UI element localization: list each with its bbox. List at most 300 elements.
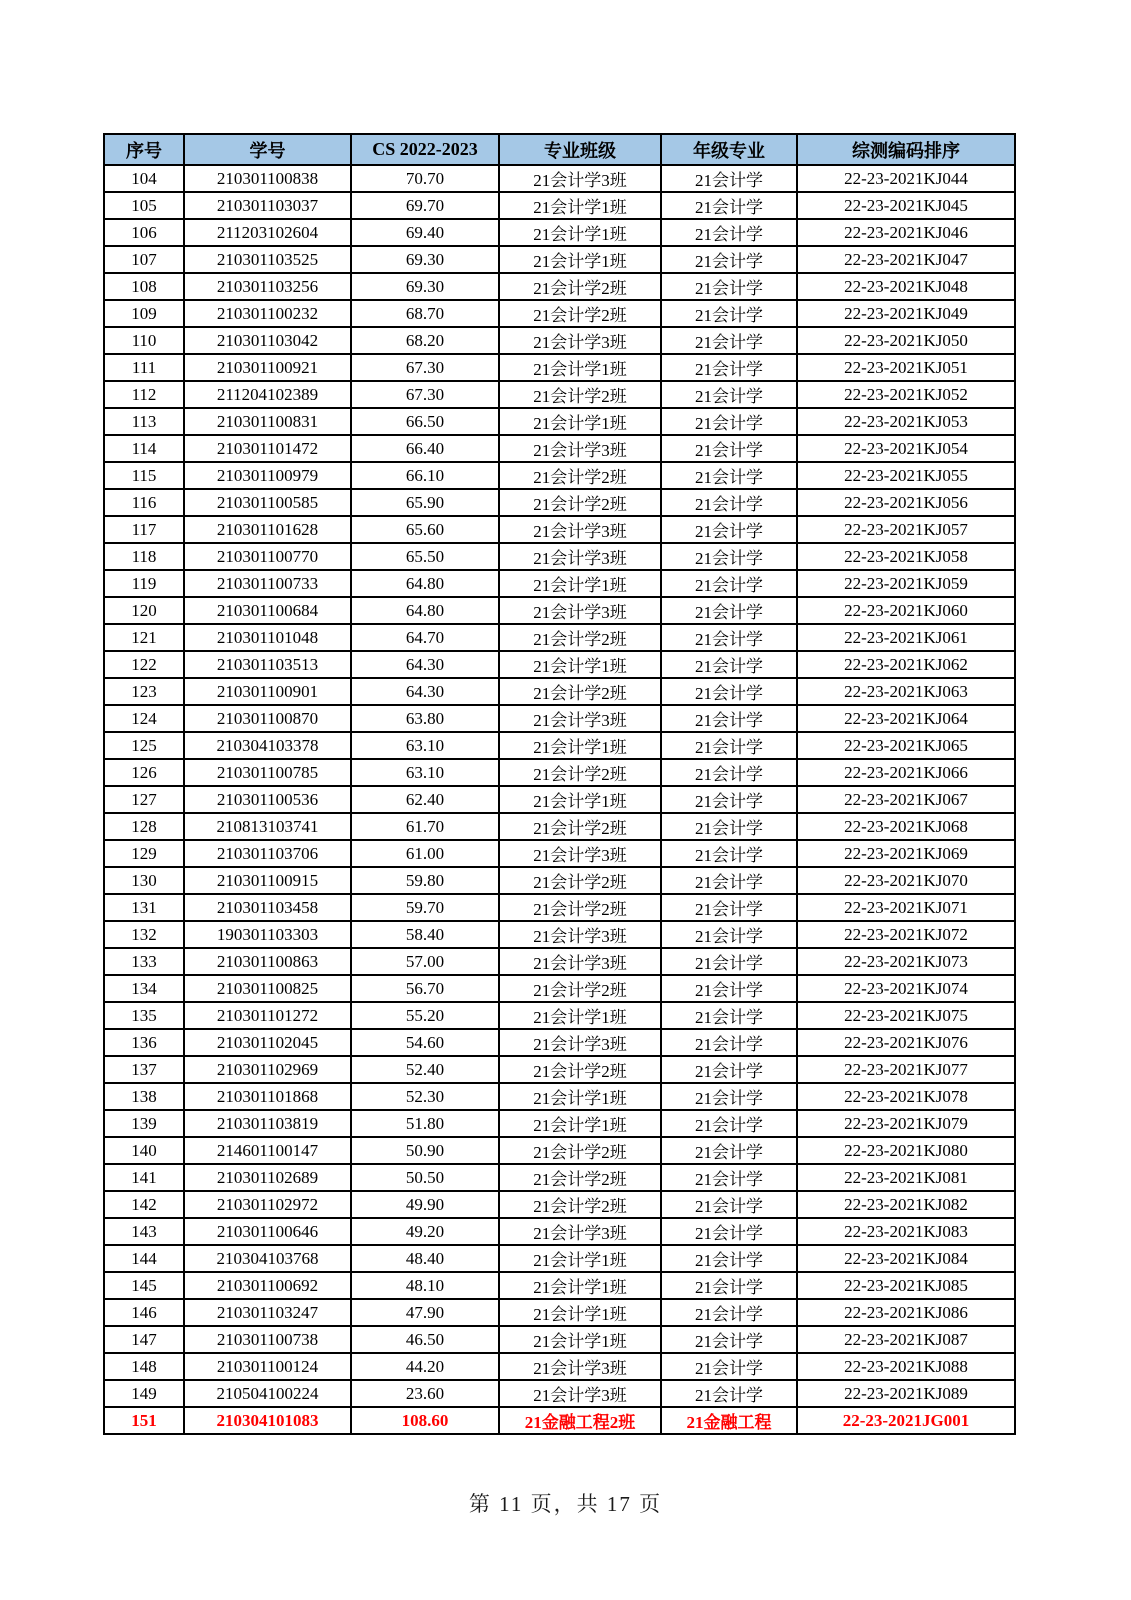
table-cell: 49.20: [351, 1218, 499, 1245]
table-cell: 115: [104, 462, 184, 489]
table-cell: 22-23-2021KJ062: [797, 651, 1015, 678]
table-cell: 122: [104, 651, 184, 678]
table-cell: 22-23-2021KJ067: [797, 786, 1015, 813]
table-cell: 210301100770: [184, 543, 351, 570]
table-row: [104, 435, 1015, 462]
table-row: [104, 948, 1015, 975]
table-cell: 21会计学: [661, 192, 797, 219]
table-cell: 21会计学: [661, 327, 797, 354]
table-cell: 210301103042: [184, 327, 351, 354]
table-cell: 21会计学1班: [499, 1299, 661, 1326]
table-cell: 21会计学: [661, 651, 797, 678]
table-cell: 211203102604: [184, 219, 351, 246]
table-cell: 144: [104, 1245, 184, 1272]
column-header: 学号: [184, 134, 351, 165]
table-cell: 21会计学1班: [499, 1272, 661, 1299]
table-cell: 210301103247: [184, 1299, 351, 1326]
table-cell: 21会计学2班: [499, 759, 661, 786]
table-cell: 124: [104, 705, 184, 732]
table-cell: 22-23-2021KJ072: [797, 921, 1015, 948]
table-cell: 22-23-2021KJ061: [797, 624, 1015, 651]
table-cell: 21会计学2班: [499, 1056, 661, 1083]
table-cell: 21会计学: [661, 1299, 797, 1326]
table-cell: 44.20: [351, 1353, 499, 1380]
table-row: [104, 678, 1015, 705]
table-cell: 146: [104, 1299, 184, 1326]
table-cell: 21会计学: [661, 1326, 797, 1353]
table-cell: 210301100124: [184, 1353, 351, 1380]
table-cell: 21会计学3班: [499, 1218, 661, 1245]
table-cell: 55.20: [351, 1002, 499, 1029]
table-cell: 52.40: [351, 1056, 499, 1083]
table-cell: 210304103378: [184, 732, 351, 759]
table-cell: 22-23-2021KJ075: [797, 1002, 1015, 1029]
table-cell: 133: [104, 948, 184, 975]
table-row: [104, 516, 1015, 543]
table-cell: 210301102689: [184, 1164, 351, 1191]
table-cell: 210301100863: [184, 948, 351, 975]
table-row: [104, 1326, 1015, 1353]
table-cell: 210301100536: [184, 786, 351, 813]
table-row: [104, 1272, 1015, 1299]
table-cell: 210301100733: [184, 570, 351, 597]
table-row: [104, 219, 1015, 246]
table-cell: 21会计学: [661, 543, 797, 570]
table-cell: 22-23-2021KJ054: [797, 435, 1015, 462]
table-row: [104, 1353, 1015, 1380]
table-cell: 210301101472: [184, 435, 351, 462]
table-cell: 21会计学3班: [499, 948, 661, 975]
table-cell: 149: [104, 1380, 184, 1407]
table-cell: 22-23-2021KJ046: [797, 219, 1015, 246]
table-cell: 21会计学: [661, 813, 797, 840]
table-row: [104, 1191, 1015, 1218]
table-cell: 64.30: [351, 678, 499, 705]
table-cell: 21会计学1班: [499, 786, 661, 813]
table-row: [104, 543, 1015, 570]
table-row: [104, 624, 1015, 651]
table-cell: 62.40: [351, 786, 499, 813]
table-cell: 107: [104, 246, 184, 273]
table-cell: 130: [104, 867, 184, 894]
table-cell: 21金融工程: [661, 1407, 797, 1434]
table-cell: 140: [104, 1137, 184, 1164]
table-row: [104, 1380, 1015, 1407]
table-row: [104, 1164, 1015, 1191]
table-cell: 21会计学: [661, 1245, 797, 1272]
table-row: [104, 192, 1015, 219]
table-cell: 136: [104, 1029, 184, 1056]
table-cell: 21会计学: [661, 219, 797, 246]
table-cell: 63.10: [351, 732, 499, 759]
table-cell: 51.80: [351, 1110, 499, 1137]
table-cell: 21会计学2班: [499, 381, 661, 408]
table-row: [104, 300, 1015, 327]
table-cell: 210301101272: [184, 1002, 351, 1029]
table-cell: 21会计学: [661, 516, 797, 543]
table-cell: 210301100901: [184, 678, 351, 705]
table-cell: 69.70: [351, 192, 499, 219]
table-cell: 65.50: [351, 543, 499, 570]
table-cell: 21会计学: [661, 1218, 797, 1245]
table-cell: 47.90: [351, 1299, 499, 1326]
table-cell: 21会计学: [661, 489, 797, 516]
table-cell: 210301100738: [184, 1326, 351, 1353]
table-cell: 21会计学3班: [499, 435, 661, 462]
table-cell: 21会计学1班: [499, 1083, 661, 1110]
table-cell: 22-23-2021KJ049: [797, 300, 1015, 327]
table-row: [104, 813, 1015, 840]
table-cell: 21会计学: [661, 246, 797, 273]
table-cell: 105: [104, 192, 184, 219]
table-cell: 210301103819: [184, 1110, 351, 1137]
table-cell: 22-23-2021KJ056: [797, 489, 1015, 516]
table-cell: 56.70: [351, 975, 499, 1002]
table-cell: 210301100831: [184, 408, 351, 435]
table-cell: 22-23-2021KJ084: [797, 1245, 1015, 1272]
table-cell: 22-23-2021KJ064: [797, 705, 1015, 732]
table-cell: 131: [104, 894, 184, 921]
table-cell: 112: [104, 381, 184, 408]
table-cell: 210301100979: [184, 462, 351, 489]
table-cell: 69.40: [351, 219, 499, 246]
table-cell: 63.80: [351, 705, 499, 732]
table-cell: 21会计学3班: [499, 516, 661, 543]
table-cell: 109: [104, 300, 184, 327]
table-cell: 66.40: [351, 435, 499, 462]
table-row: [104, 1137, 1015, 1164]
table-cell: 106: [104, 219, 184, 246]
table-row: [104, 1245, 1015, 1272]
table-cell: 21会计学2班: [499, 1164, 661, 1191]
table-cell: 48.10: [351, 1272, 499, 1299]
table-cell: 21会计学: [661, 948, 797, 975]
table-cell: 135: [104, 1002, 184, 1029]
table-cell: 21会计学: [661, 1272, 797, 1299]
table-row: [104, 1002, 1015, 1029]
header-row: [104, 134, 1015, 165]
table-cell: 21会计学3班: [499, 327, 661, 354]
table-cell: 69.30: [351, 246, 499, 273]
column-header: 综测编码排序: [797, 134, 1015, 165]
table-row: [104, 408, 1015, 435]
table-row: [104, 705, 1015, 732]
table-cell: 50.50: [351, 1164, 499, 1191]
table-cell: 21会计学3班: [499, 543, 661, 570]
table-cell: 21会计学: [661, 894, 797, 921]
table-cell: 22-23-2021KJ052: [797, 381, 1015, 408]
table-cell: 21会计学3班: [499, 840, 661, 867]
table-cell: 21会计学3班: [499, 1380, 661, 1407]
table-cell: 21会计学: [661, 732, 797, 759]
table-cell: 22-23-2021KJ071: [797, 894, 1015, 921]
table-cell: 21会计学2班: [499, 975, 661, 1002]
table-cell: 21会计学2班: [499, 678, 661, 705]
table-row: [104, 867, 1015, 894]
table-cell: 58.40: [351, 921, 499, 948]
table-cell: 22-23-2021KJ074: [797, 975, 1015, 1002]
table-cell: 64.70: [351, 624, 499, 651]
table-cell: 21会计学: [661, 597, 797, 624]
table-cell: 22-23-2021KJ065: [797, 732, 1015, 759]
table-cell: 127: [104, 786, 184, 813]
page-indicator: 第 11 页，共 17 页: [468, 1492, 663, 1516]
table-cell: 211204102389: [184, 381, 351, 408]
table-cell: 22-23-2021KJ048: [797, 273, 1015, 300]
table-row: [104, 1029, 1015, 1056]
table-cell: 134: [104, 975, 184, 1002]
table-cell: 210301103513: [184, 651, 351, 678]
table-cell: 21会计学3班: [499, 165, 661, 192]
table-cell: 21会计学: [661, 1380, 797, 1407]
table-cell: 142: [104, 1191, 184, 1218]
table-cell: 22-23-2021KJ085: [797, 1272, 1015, 1299]
table-row: [104, 354, 1015, 381]
table-cell: 22-23-2021KJ068: [797, 813, 1015, 840]
table-cell: 21会计学2班: [499, 894, 661, 921]
column-header: 年级专业: [661, 134, 797, 165]
table-cell: 210301100825: [184, 975, 351, 1002]
table-cell: 22-23-2021KJ086: [797, 1299, 1015, 1326]
table-cell: 21会计学: [661, 165, 797, 192]
table-cell: 65.60: [351, 516, 499, 543]
score-table: [103, 133, 1016, 1435]
table-cell: 210304103768: [184, 1245, 351, 1272]
table-cell: 64.80: [351, 570, 499, 597]
table-cell: 21会计学1班: [499, 1326, 661, 1353]
table-cell: 121: [104, 624, 184, 651]
table-cell: 21会计学1班: [499, 1245, 661, 1272]
table-cell: 22-23-2021KJ059: [797, 570, 1015, 597]
table-row: [104, 327, 1015, 354]
table-row: [104, 1299, 1015, 1326]
table-cell: 52.30: [351, 1083, 499, 1110]
table-cell: 21会计学2班: [499, 1191, 661, 1218]
table-cell: 21会计学: [661, 921, 797, 948]
table-row: [104, 651, 1015, 678]
table-cell: 22-23-2021KJ063: [797, 678, 1015, 705]
table-cell: 210301100838: [184, 165, 351, 192]
table-cell: 66.10: [351, 462, 499, 489]
table-row: [104, 759, 1015, 786]
table-cell: 21会计学: [661, 273, 797, 300]
table-cell: 210301100646: [184, 1218, 351, 1245]
table-cell: 68.70: [351, 300, 499, 327]
table-row: [104, 165, 1015, 192]
table-cell: 129: [104, 840, 184, 867]
table-row: [104, 570, 1015, 597]
table-cell: 22-23-2021KJ055: [797, 462, 1015, 489]
table-cell: 22-23-2021KJ044: [797, 165, 1015, 192]
table-cell: 21会计学: [661, 759, 797, 786]
table-cell: 132: [104, 921, 184, 948]
table-cell: 119: [104, 570, 184, 597]
table-cell: 120: [104, 597, 184, 624]
table-cell: 118: [104, 543, 184, 570]
table-cell: 21会计学2班: [499, 462, 661, 489]
table-cell: 22-23-2021KJ066: [797, 759, 1015, 786]
table-cell: 22-23-2021KJ053: [797, 408, 1015, 435]
table-cell: 210301100692: [184, 1272, 351, 1299]
table-cell: 22-23-2021KJ069: [797, 840, 1015, 867]
table-cell: 21会计学2班: [499, 867, 661, 894]
table-cell: 22-23-2021KJ081: [797, 1164, 1015, 1191]
table-cell: 21会计学1班: [499, 219, 661, 246]
table-row: [104, 246, 1015, 273]
table-row: [104, 975, 1015, 1002]
table-cell: 48.40: [351, 1245, 499, 1272]
table-cell: 210301100684: [184, 597, 351, 624]
table-cell: 22-23-2021KJ057: [797, 516, 1015, 543]
table-row: [104, 1218, 1015, 1245]
table-cell: 21会计学: [661, 867, 797, 894]
table-cell: 116: [104, 489, 184, 516]
table-cell: 143: [104, 1218, 184, 1245]
table-cell: 210301103706: [184, 840, 351, 867]
table-cell: 21会计学: [661, 570, 797, 597]
table-cell: 21会计学2班: [499, 1137, 661, 1164]
table-cell: 210301102972: [184, 1191, 351, 1218]
table-cell: 210301100232: [184, 300, 351, 327]
table-cell: 139: [104, 1110, 184, 1137]
table-cell: 117: [104, 516, 184, 543]
table-cell: 21会计学2班: [499, 624, 661, 651]
table-cell: 21会计学: [661, 1056, 797, 1083]
table-cell: 21会计学: [661, 354, 797, 381]
table-cell: 104: [104, 165, 184, 192]
table-row: [104, 1056, 1015, 1083]
table-cell: 123: [104, 678, 184, 705]
table-cell: 21会计学1班: [499, 651, 661, 678]
table-cell: 21会计学2班: [499, 273, 661, 300]
table-cell: 210301100785: [184, 759, 351, 786]
table-row: [104, 462, 1015, 489]
table-cell: 210301103458: [184, 894, 351, 921]
table-row: [104, 381, 1015, 408]
table-cell: 210301103037: [184, 192, 351, 219]
table-cell: 21会计学1班: [499, 354, 661, 381]
table-cell: 22-23-2021KJ088: [797, 1353, 1015, 1380]
table-cell: 21会计学2班: [499, 300, 661, 327]
table-cell: 141: [104, 1164, 184, 1191]
table-cell: 49.90: [351, 1191, 499, 1218]
table-cell: 21会计学: [661, 462, 797, 489]
table-cell: 21会计学: [661, 840, 797, 867]
table-cell: 21会计学1班: [499, 246, 661, 273]
table-cell: 21会计学3班: [499, 597, 661, 624]
table-cell: 22-23-2021KJ073: [797, 948, 1015, 975]
table-cell: 108.60: [351, 1407, 499, 1434]
table-cell: 21会计学: [661, 1164, 797, 1191]
table-cell: 22-23-2021KJ076: [797, 1029, 1015, 1056]
table-cell: 54.60: [351, 1029, 499, 1056]
table-cell: 210301100870: [184, 705, 351, 732]
table-cell: 21会计学: [661, 1110, 797, 1137]
table-cell: 21会计学1班: [499, 192, 661, 219]
table-cell: 138: [104, 1083, 184, 1110]
table-body: [104, 165, 1015, 1434]
table-cell: 65.90: [351, 489, 499, 516]
table-cell: 148: [104, 1353, 184, 1380]
table-cell: 22-23-2021JG001: [797, 1407, 1015, 1434]
table-cell: 22-23-2021KJ051: [797, 354, 1015, 381]
table-cell: 190301103303: [184, 921, 351, 948]
table-cell: 21会计学: [661, 381, 797, 408]
table-cell: 22-23-2021KJ045: [797, 192, 1015, 219]
table-cell: 22-23-2021KJ060: [797, 597, 1015, 624]
table-cell: 210813103741: [184, 813, 351, 840]
table-cell: 21会计学: [661, 300, 797, 327]
table-cell: 67.30: [351, 381, 499, 408]
table-cell: 210301100915: [184, 867, 351, 894]
table-cell: 210301102969: [184, 1056, 351, 1083]
table-row: [104, 1083, 1015, 1110]
table-cell: 114: [104, 435, 184, 462]
table-cell: 70.70: [351, 165, 499, 192]
table-cell: 57.00: [351, 948, 499, 975]
table-cell: 50.90: [351, 1137, 499, 1164]
table-cell: 125: [104, 732, 184, 759]
table-cell: 128: [104, 813, 184, 840]
table-cell: 22-23-2021KJ089: [797, 1380, 1015, 1407]
table-row: [104, 597, 1015, 624]
table-cell: 22-23-2021KJ082: [797, 1191, 1015, 1218]
table-cell: 21会计学3班: [499, 705, 661, 732]
table-cell: 110: [104, 327, 184, 354]
table-cell: 210301101868: [184, 1083, 351, 1110]
table-cell: 23.60: [351, 1380, 499, 1407]
table-row: [104, 894, 1015, 921]
table-cell: 68.20: [351, 327, 499, 354]
table-row: [104, 921, 1015, 948]
table-cell: 22-23-2021KJ078: [797, 1083, 1015, 1110]
table-cell: 67.30: [351, 354, 499, 381]
table-cell: 126: [104, 759, 184, 786]
table-cell: 64.30: [351, 651, 499, 678]
table-cell: 214601100147: [184, 1137, 351, 1164]
table-cell: 21会计学3班: [499, 921, 661, 948]
table-cell: 46.50: [351, 1326, 499, 1353]
table-cell: 63.10: [351, 759, 499, 786]
table-cell: 21会计学: [661, 786, 797, 813]
table-cell: 21会计学: [661, 1083, 797, 1110]
table-cell: 21会计学: [661, 1191, 797, 1218]
table-row: [104, 840, 1015, 867]
table-cell: 21会计学: [661, 1353, 797, 1380]
table-cell: 21会计学: [661, 624, 797, 651]
table-cell: 21会计学: [661, 975, 797, 1002]
table-cell: 22-23-2021KJ080: [797, 1137, 1015, 1164]
table-cell: 22-23-2021KJ083: [797, 1218, 1015, 1245]
table-cell: 21会计学: [661, 678, 797, 705]
table-cell: 210301103256: [184, 273, 351, 300]
table-cell: 61.70: [351, 813, 499, 840]
table-cell: 22-23-2021KJ079: [797, 1110, 1015, 1137]
table-cell: 21金融工程2班: [499, 1407, 661, 1434]
table-cell: 210504100224: [184, 1380, 351, 1407]
table-cell: 21会计学1班: [499, 1002, 661, 1029]
column-header: CS 2022-2023: [351, 134, 499, 165]
table-cell: 59.70: [351, 894, 499, 921]
table-cell: 210301102045: [184, 1029, 351, 1056]
table-cell: 210304101083: [184, 1407, 351, 1434]
table-cell: 108: [104, 273, 184, 300]
table-cell: 111: [104, 354, 184, 381]
table-row: [104, 273, 1015, 300]
table-cell: 21会计学1班: [499, 408, 661, 435]
table-cell: 151: [104, 1407, 184, 1434]
table-cell: 69.30: [351, 273, 499, 300]
